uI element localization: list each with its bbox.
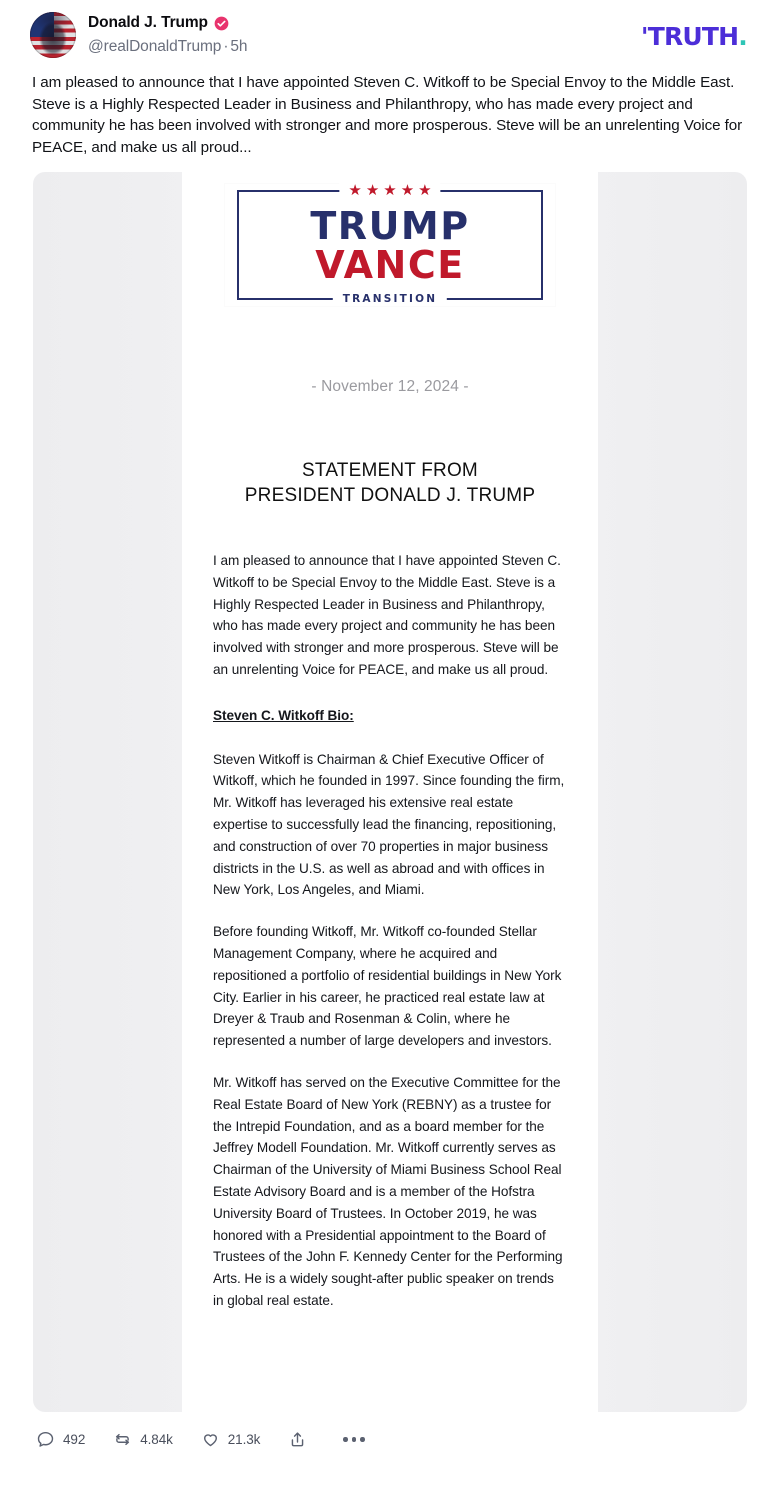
display-name-row bbox=[88, 13, 247, 33]
star-icon: ★ bbox=[348, 182, 362, 199]
share-icon bbox=[288, 1430, 307, 1449]
trump-vance-logo-frame bbox=[237, 182, 543, 305]
repost-count: 4.84k bbox=[140, 1432, 173, 1447]
comment-icon bbox=[36, 1430, 55, 1449]
statement-body bbox=[182, 550, 598, 1312]
post-media-image[interactable] bbox=[33, 172, 747, 1412]
repost-button[interactable] bbox=[113, 1430, 173, 1449]
more-options-button[interactable] bbox=[343, 1437, 365, 1442]
heart-icon bbox=[201, 1430, 220, 1449]
statement-title bbox=[182, 458, 598, 508]
post-header bbox=[0, 0, 777, 62]
author-handle[interactable]: @realDonaldTrump bbox=[88, 38, 222, 55]
avatar[interactable] bbox=[30, 12, 76, 58]
more-dot bbox=[352, 1437, 357, 1442]
statement-document bbox=[182, 172, 598, 1412]
statement-paragraph: Before founding Witkoff, Mr. Witkoff co-founded Stellar Management Company, where he acquired and repositioned a portfolio of residential buildings in New York City. Earlier in his career, he practiced real estate law at Dreyer & Traub and Rosenman & Colin, where he represented a number of large developers and investors. bbox=[213, 924, 562, 1049]
author-handle-row bbox=[88, 36, 247, 58]
post-timestamp[interactable]: 5h bbox=[230, 38, 248, 55]
statement-paragraph: Mr. Witkoff has served on the Executive Committee for the Real Estate Board of New York (REBNY) as a trustee for the Intrepid Foundation, and as a board member for the Jeffrey Modell Foundation. Mr. Witkoff currently serves as Chairman of the University of Miami Business School Real Estate Advisory Board and is a member of the Hofstra University Board of Trustees. In October 2019, he was honored with a Presidential appointment to the Board of Trustees of the John F. Kennedy Center for the Performing Arts. He is a widely sought-after public speaker on trends in global real estate. bbox=[213, 1074, 563, 1308]
repost-icon bbox=[113, 1430, 132, 1449]
truth-logo-dot: . bbox=[738, 22, 747, 51]
star-icon: ★ bbox=[365, 182, 380, 199]
statement-date: - November 12, 2024 - bbox=[311, 378, 469, 395]
star-icon: ★ bbox=[383, 182, 397, 199]
like-button[interactable] bbox=[201, 1430, 261, 1449]
statement-bio-heading: Steven C. Witkoff Bio: bbox=[213, 707, 354, 723]
truth-social-logo[interactable] bbox=[641, 22, 747, 51]
comment-button[interactable] bbox=[36, 1430, 85, 1449]
author-block bbox=[88, 12, 247, 58]
truth-logo-text: TRUTH bbox=[647, 22, 739, 51]
more-dot bbox=[360, 1437, 365, 1442]
post-action-bar bbox=[0, 1412, 777, 1469]
logo-trump-text: TRUMP bbox=[310, 204, 470, 248]
handle-separator: · bbox=[223, 38, 229, 55]
more-icon bbox=[343, 1437, 365, 1442]
share-button[interactable] bbox=[288, 1430, 315, 1449]
stars-row bbox=[339, 183, 440, 198]
like-count: 21.3k bbox=[227, 1432, 261, 1447]
statement-title-line1: STATEMENT FROM bbox=[302, 460, 478, 481]
author-display-name[interactable]: Donald J. Trump bbox=[88, 14, 208, 31]
post-text: I am pleased to announce that I have appointed Steven C. Witkoff to be Special Envoy to the Middle East. Steve is a Highly Respected Leader in Business and Philanthropy, who has made every project and community he has been involved with stronger and more prosperous. Steve will be an unrelenting Voice for PEACE, and make us all proud... bbox=[32, 74, 743, 156]
trump-vance-logo-card bbox=[225, 184, 555, 306]
statement-title-line2: PRESIDENT DONALD J. TRUMP bbox=[244, 485, 536, 506]
statement-paragraph: Steven Witkoff is Chairman & Chief Executive Officer of Witkoff, which he founded in 1997. Since founding the firm, Mr. Witkoff has leveraged his extensive real estate expertise to successfully lead the financing, repositioning, and construction of over 70 properties in major business districts in the U.S. as well as abroad and with offices in New York, Los Angeles, and Miami. bbox=[213, 751, 565, 898]
truth-logo-tick: ' bbox=[640, 22, 648, 51]
star-icon: ★ bbox=[400, 182, 415, 199]
logo-transition-text: TRANSITION bbox=[333, 292, 447, 306]
verified-badge-icon bbox=[214, 16, 229, 31]
avatar-ring bbox=[30, 12, 76, 58]
media-background bbox=[33, 172, 747, 1412]
logo-vance-text: VANCE bbox=[315, 243, 465, 287]
comment-count: 492 bbox=[63, 1432, 86, 1447]
more-dot bbox=[343, 1437, 348, 1442]
statement-paragraph: I am pleased to announce that I have appointed Steven C. Witkoff to be Special Envoy to the Middle East. Steve is a Highly Respected Leader in Business and Philanthropy, who has made every project and community he has been involved with stronger and more prosperous. Steve will be an unrelenting Voice for PEACE, and make us all proud. bbox=[213, 553, 561, 677]
star-icon: ★ bbox=[418, 182, 432, 199]
